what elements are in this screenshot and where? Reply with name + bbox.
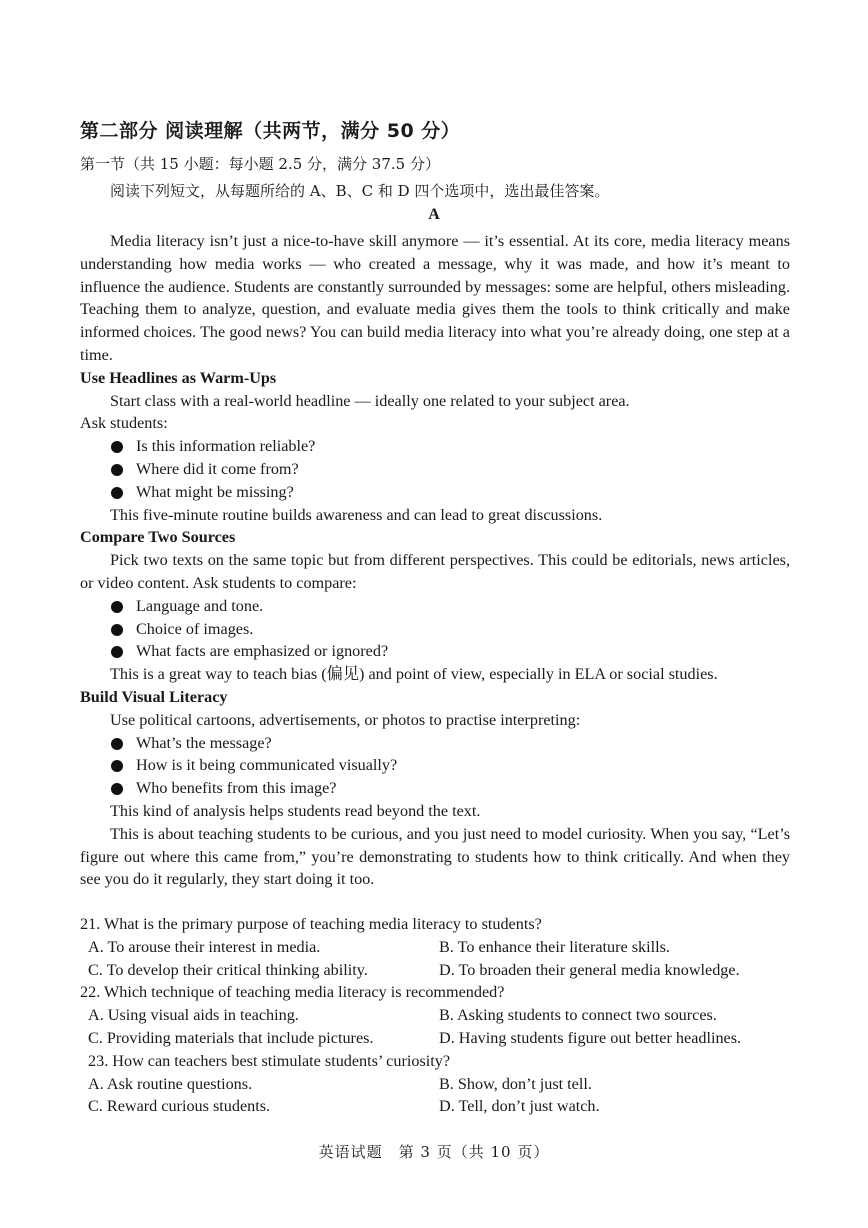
bullet-dot-icon [111, 783, 123, 795]
option-a[interactable]: A. To arouse their interest in media. [88, 937, 321, 956]
option-b[interactable]: B. Asking students to connect two sources. [439, 1006, 717, 1025]
section-closing: This kind of analysis helps students read beyond the text. [110, 801, 481, 820]
bullet-dot-icon [111, 760, 123, 772]
option-a[interactable]: A. Ask routine questions. [88, 1074, 253, 1093]
question-stem: 22. Which technique of teaching media literacy is recommended? [80, 983, 505, 1002]
option-row [80, 1095, 800, 1118]
bullet-dot-icon [111, 646, 123, 658]
bullet-dot-icon [111, 738, 123, 750]
section-lead: Use political cartoons, advertisements, or photos to practise interpreting: [110, 710, 581, 729]
question-stem: 23. How can teachers best stimulate students’ curiosity? [88, 1051, 451, 1070]
bullet-dot-icon [111, 624, 123, 636]
bullet-item: Is this information reliable? [80, 435, 790, 458]
passage-letter: A [428, 206, 440, 223]
option-c[interactable]: C. Reward curious students. [88, 1097, 271, 1116]
option-b[interactable]: B. To enhance their literature skills. [439, 937, 670, 956]
passage-conclusion: This is about teaching students to be curious, and you just need to model curiosity. When you say, “Let’s figure out where this came from,” you’re demonstrating to students how to think critically. And when they see you do it regularly, they start doing it too. [80, 824, 790, 889]
bullet-item: Where did it come from? [80, 458, 790, 481]
question-list [80, 913, 800, 1118]
question-stem: 21. What is the primary purpose of teaching media literacy to students? [80, 915, 542, 933]
bullet-list [80, 435, 790, 503]
bullet-item: How is it being communicated visually? [80, 754, 790, 777]
bullet-dot-icon [111, 464, 123, 476]
section-lead: Pick two texts on the same topic but from different perspectives. This could be editorials, news articles, or video content. Ask students to compare: [80, 551, 790, 592]
bullet-item: What facts are emphasized or ignored? [80, 640, 790, 663]
option-c[interactable]: C. To develop their critical thinking ability. [88, 960, 368, 979]
bullet-item: Choice of images. [80, 618, 790, 641]
section-heading: Compare Two Sources [80, 528, 236, 547]
section-ask: Ask students: [80, 414, 168, 433]
option-c[interactable]: C. Providing materials that include pictures. [88, 1028, 374, 1047]
bullet-dot-icon [111, 601, 123, 613]
option-row [80, 959, 800, 982]
passage-intro: Media literacy isn’t just a nice-to-have skill anymore — it’s essential. At its core, media literacy means understanding how media works — who created a message, why it was made, and how it’s meant to influence the audience. Students are constantly surrounded by messages: some are helpful, others misleading. Teaching them to analyze, question, and evaluate media gives them the tools to think critically and make informed choices. The good news? You can build media literacy into what you’re already doing, one step at a time. [80, 232, 790, 364]
bullet-dot-icon [111, 441, 123, 453]
passage-body [80, 230, 790, 891]
bullet-item: What might be missing? [80, 481, 790, 504]
section-heading: Build Visual Literacy [80, 687, 228, 706]
bullet-item: What’s the message? [80, 732, 790, 755]
bullet-dot-icon [111, 487, 123, 499]
bullet-list [80, 595, 790, 663]
section-lead: Start class with a real-world headline — ideally one related to your subject area. [110, 391, 630, 410]
option-row [80, 936, 800, 959]
option-row [80, 1073, 800, 1096]
section-heading: Use Headlines as Warm-Ups [80, 368, 277, 387]
instruction: 阅读下列短文，从每题所给的 A、B、C 和 D 四个选项中，选出最佳答案。 [110, 182, 610, 200]
option-d[interactable]: D. To broaden their general media knowledge. [439, 960, 740, 979]
option-b[interactable]: B. Show, don’t just tell. [439, 1074, 592, 1093]
option-row [80, 1027, 800, 1050]
option-d[interactable]: D. Tell, don’t just watch. [439, 1097, 600, 1116]
section-closing: This five-minute routine builds awareness and can lead to great discussions. [110, 505, 603, 524]
option-row [80, 1004, 800, 1027]
option-d[interactable]: D. Having students figure out better headlines. [439, 1028, 742, 1047]
section-title: 第一节（共 15 小题：每小题 2.5 分，满分 37.5 分） [80, 155, 440, 173]
bullet-list [80, 732, 790, 800]
bullet-item: Who benefits from this image? [80, 777, 790, 800]
bullet-item: Language and tone. [80, 595, 790, 618]
part-title: 第二部分 阅读理解（共两节，满分 50 分） [80, 120, 461, 142]
page-footer: 英语试题 第 3 页（共 10 页） [318, 1143, 550, 1161]
section-closing: This is a great way to teach bias (偏见) and point of view, especially in ELA or social studies. [110, 665, 718, 684]
option-a[interactable]: A. Using visual aids in teaching. [88, 1006, 299, 1025]
